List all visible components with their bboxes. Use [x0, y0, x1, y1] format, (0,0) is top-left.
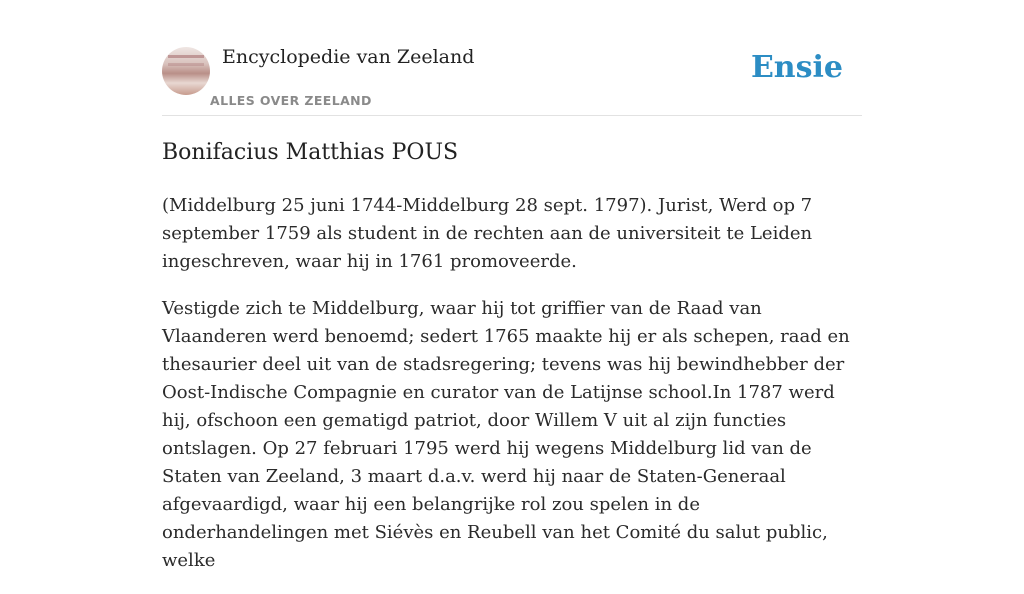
- avatar-decoration: [168, 55, 204, 58]
- site-title[interactable]: Encyclopedie van Zeeland: [222, 46, 475, 68]
- avatar-decoration: [168, 63, 204, 66]
- site-avatar[interactable]: [162, 47, 210, 95]
- article-body: [162, 192, 862, 594]
- brand-logo[interactable]: Ensie: [750, 50, 843, 85]
- article-title: Bonifacius Matthias POUS: [162, 140, 459, 165]
- site-header: [162, 0, 862, 116]
- content-container: [162, 0, 862, 571]
- article-paragraph: Vestigde zich te Middelburg, waar hij tot griffier van de Raad van Vlaanderen werd benoemd; sedert 1765 maakte hij er als schepen, raad en thesaurier deel uit van de stadsregering; tevens was hij bewindhebber der Oost-Indische Compagnie en curator van de Latijnse school.In 1787 werd hij, ofschoon een gematigd patriot, door Willem V uit al zijn functies ontslagen. Op 27 februari 1795 werd hij wegens Middelburg lid van de Staten van Zeeland, 3 maart d.a.v. werd hij naar de Staten-Generaal afgevaardigd, waar hij een belangrijke rol zou spelen in de onderhandelingen met Siévès en Reubell van het Comité du salut public, welke: [162, 298, 850, 571]
- article-paragraph: (Middelburg 25 juni 1744-Middelburg 28 sept. 1797). Jurist, Werd op 7 september 1759 als student in de rechten aan de universiteit te Leiden ingeschreven, waar hij in 1761 promoveerde.: [162, 195, 813, 272]
- site-tagline: ALLES OVER ZEELAND: [210, 93, 372, 108]
